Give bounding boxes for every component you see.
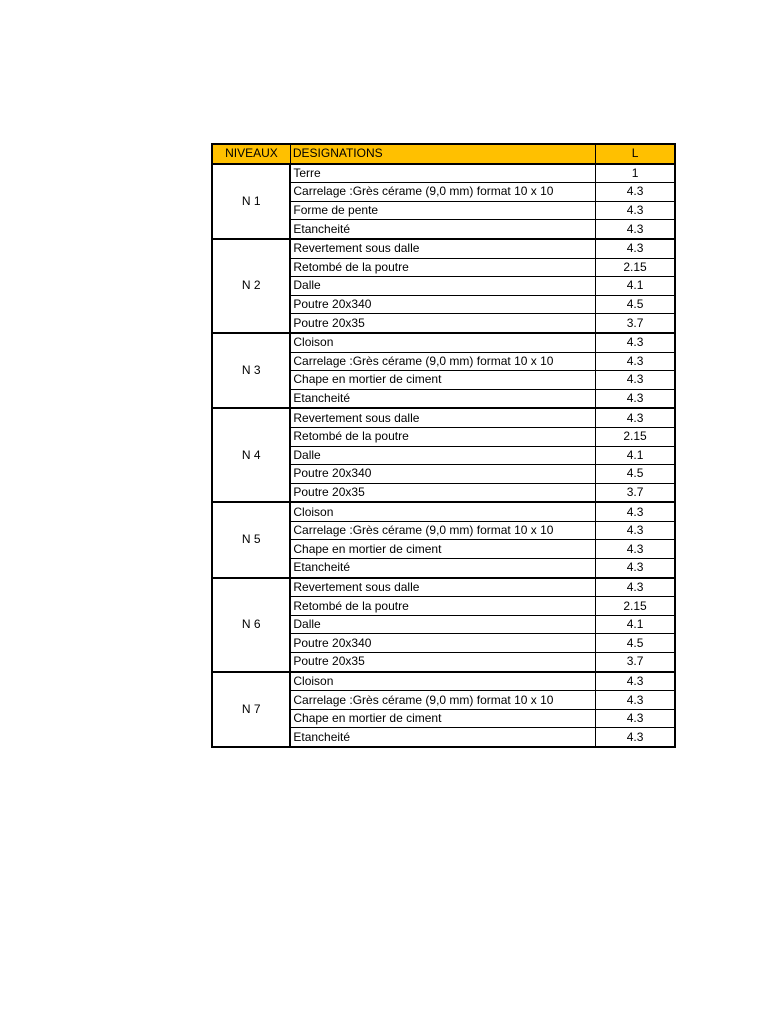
- l-value-cell: 2.15: [596, 597, 675, 616]
- table-row: [212, 672, 675, 691]
- l-value-cell: 4.3: [596, 691, 675, 710]
- designation-cell: Carrelage :Grès cérame (9,0 mm) format 10 x 10: [290, 691, 595, 710]
- designation-cell: Etancheité: [290, 559, 595, 578]
- l-value-cell: 4.3: [596, 201, 675, 220]
- niveau-cell: N 3: [212, 333, 290, 408]
- l-value-cell: 4.3: [596, 220, 675, 239]
- designation-cell: Carrelage :Grès cérame (9,0 mm) format 10 x 10: [290, 521, 595, 540]
- l-value-cell: 4.5: [596, 634, 675, 653]
- designation-cell: Poutre 20x35: [290, 483, 595, 502]
- designation-cell: Poutre 20x340: [290, 634, 595, 653]
- designation-cell: Retombé de la poutre: [290, 258, 595, 277]
- table-row: [212, 333, 675, 352]
- designation-cell: Poutre 20x340: [290, 295, 595, 314]
- l-value-cell: 4.3: [596, 371, 675, 390]
- designation-cell: Carrelage :Grès cérame (9,0 mm) format 10 x 10: [290, 352, 595, 371]
- l-value-cell: 3.7: [596, 483, 675, 502]
- l-value-cell: 4.3: [596, 389, 675, 408]
- designation-cell: Cloison: [290, 502, 595, 521]
- designation-cell: Revertement sous dalle: [290, 408, 595, 427]
- designation-cell: Retombé de la poutre: [290, 597, 595, 616]
- designation-cell: Forme de pente: [290, 201, 595, 220]
- l-value-cell: 4.3: [596, 672, 675, 691]
- designation-cell: Cloison: [290, 672, 595, 691]
- table-row: [212, 408, 675, 427]
- niveau-cell: N 1: [212, 164, 290, 239]
- designation-cell: Etancheité: [290, 728, 595, 747]
- l-value-cell: 3.7: [596, 653, 675, 672]
- designation-cell: Dalle: [290, 277, 595, 296]
- table-row: [212, 578, 675, 597]
- l-value-cell: 4.1: [596, 446, 675, 465]
- l-value-cell: 4.3: [596, 559, 675, 578]
- header-row: [212, 144, 675, 164]
- l-value-cell: 4.5: [596, 465, 675, 484]
- l-value-cell: 4.1: [596, 615, 675, 634]
- niveau-cell: N 6: [212, 578, 290, 672]
- l-value-cell: 1: [596, 164, 675, 183]
- designation-cell: Chape en mortier de ciment: [290, 709, 595, 728]
- designation-cell: Dalle: [290, 615, 595, 634]
- niveau-cell: N 7: [212, 672, 290, 747]
- l-value-cell: 2.15: [596, 258, 675, 277]
- header-designations: DESIGNATIONS: [290, 144, 595, 164]
- l-value-cell: 4.3: [596, 709, 675, 728]
- niveau-cell: N 4: [212, 408, 290, 502]
- designation-cell: Terre: [290, 164, 595, 183]
- niveau-cell: N 2: [212, 239, 290, 333]
- l-value-cell: 4.3: [596, 333, 675, 352]
- table-header: [212, 144, 675, 164]
- l-value-cell: 4.5: [596, 295, 675, 314]
- designation-cell: Poutre 20x340: [290, 465, 595, 484]
- designation-cell: Retombé de la poutre: [290, 427, 595, 446]
- l-value-cell: 4.1: [596, 277, 675, 296]
- l-value-cell: 3.7: [596, 314, 675, 333]
- l-value-cell: 4.3: [596, 408, 675, 427]
- l-value-cell: 4.3: [596, 521, 675, 540]
- niveau-cell: N 5: [212, 502, 290, 577]
- l-value-cell: 2.15: [596, 427, 675, 446]
- table-row: [212, 164, 675, 183]
- l-value-cell: 4.3: [596, 540, 675, 559]
- l-value-cell: 4.3: [596, 352, 675, 371]
- designation-cell: Poutre 20x35: [290, 314, 595, 333]
- l-value-cell: 4.3: [596, 239, 675, 258]
- table-body: [212, 164, 675, 747]
- levels-table: [211, 143, 676, 748]
- designation-cell: Dalle: [290, 446, 595, 465]
- table-row: [212, 502, 675, 521]
- designation-cell: Chape en mortier de ciment: [290, 540, 595, 559]
- l-value-cell: 4.3: [596, 183, 675, 202]
- designation-cell: Cloison: [290, 333, 595, 352]
- designation-cell: Poutre 20x35: [290, 653, 595, 672]
- header-l: L: [596, 144, 675, 164]
- designation-cell: Carrelage :Grès cérame (9,0 mm) format 10 x 10: [290, 183, 595, 202]
- designation-cell: Etancheité: [290, 389, 595, 408]
- designation-cell: Revertement sous dalle: [290, 578, 595, 597]
- header-niveaux: NIVEAUX: [212, 144, 290, 164]
- table-row: [212, 239, 675, 258]
- l-value-cell: 4.3: [596, 578, 675, 597]
- designation-cell: Etancheité: [290, 220, 595, 239]
- designation-cell: Revertement sous dalle: [290, 239, 595, 258]
- designation-cell: Chape en mortier de ciment: [290, 371, 595, 390]
- l-value-cell: 4.3: [596, 502, 675, 521]
- l-value-cell: 4.3: [596, 728, 675, 747]
